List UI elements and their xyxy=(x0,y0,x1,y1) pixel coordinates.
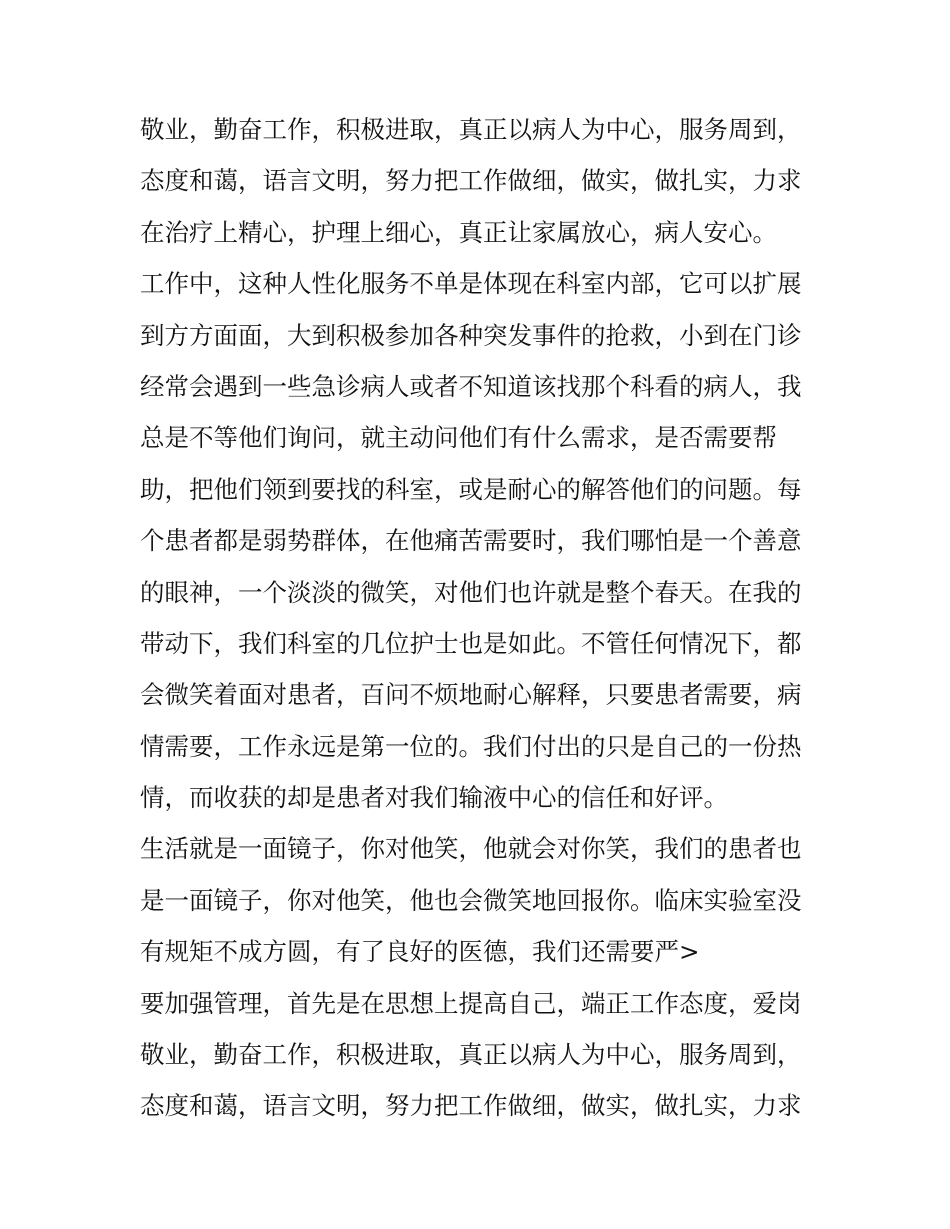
text-line: 到方方面面，大到积极参加各种突发事件的抢救，小到在门诊 xyxy=(140,320,802,350)
text-line: 助，把他们领到要找的科室，或是耐心的解答他们的问题。每 xyxy=(140,474,802,504)
text-line: 的眼神，一个淡淡的微笑，对他们也许就是整个春天。在我的 xyxy=(140,577,802,607)
text-line: 个患者都是弱势群体，在他痛苦需要时，我们哪怕是一个善意 xyxy=(140,526,802,556)
document-body xyxy=(140,104,840,1132)
text-line: 态度和蔼，语言文明，努力把工作做细，做实，做扎实，力求 xyxy=(140,166,802,196)
text-line: 是一面镜子，你对他笑，他也会微笑地回报你。临床实验室没 xyxy=(140,885,802,915)
text-line: 情需要，工作永远是第一位的。我们付出的只是自己的一份热 xyxy=(140,731,802,761)
text-line: 情，而收获的却是患者对我们输液中心的信任和好评。 xyxy=(140,783,728,813)
text-line: 生活就是一面镜子，你对他笑，他就会对你笑，我们的患者也 xyxy=(140,834,802,864)
text-line: 经常会遇到一些急诊病人或者不知道该找那个科看的病人，我 xyxy=(140,371,802,401)
text-line: 敬业，勤奋工作，积极进取，真正以病人为中心，服务周到， xyxy=(140,115,802,144)
text-line: 态度和蔼，语言文明，努力把工作做细，做实，做扎实，力求 xyxy=(140,1091,802,1121)
text-line: 要加强管理，首先是在思想上提高自己，端正工作态度，爱岗 xyxy=(140,988,802,1018)
text-line: 敬业，勤奋工作，积极进取，真正以病人为中心，服务周到， xyxy=(140,1040,802,1070)
text-line: 总是不等他们询问，就主动问他们有什么需求，是否需要帮 xyxy=(140,423,777,453)
text-line: 带动下，我们科室的几位护士也是如此。不管任何情况下，都 xyxy=(140,628,802,658)
text-line: 有规矩不成方圆，有了良好的医德，我们还需要严> xyxy=(140,937,700,967)
text-line: 会微笑着面对患者，百问不烦地耐心解释，只要患者需要，病 xyxy=(140,680,802,710)
text-line: 在治疗上精心，护理上细心，真正让家属放心，病人安心。 xyxy=(140,217,777,247)
text-line: 工作中，这种人性化服务不单是体现在科室内部，它可以扩展 xyxy=(140,269,802,299)
